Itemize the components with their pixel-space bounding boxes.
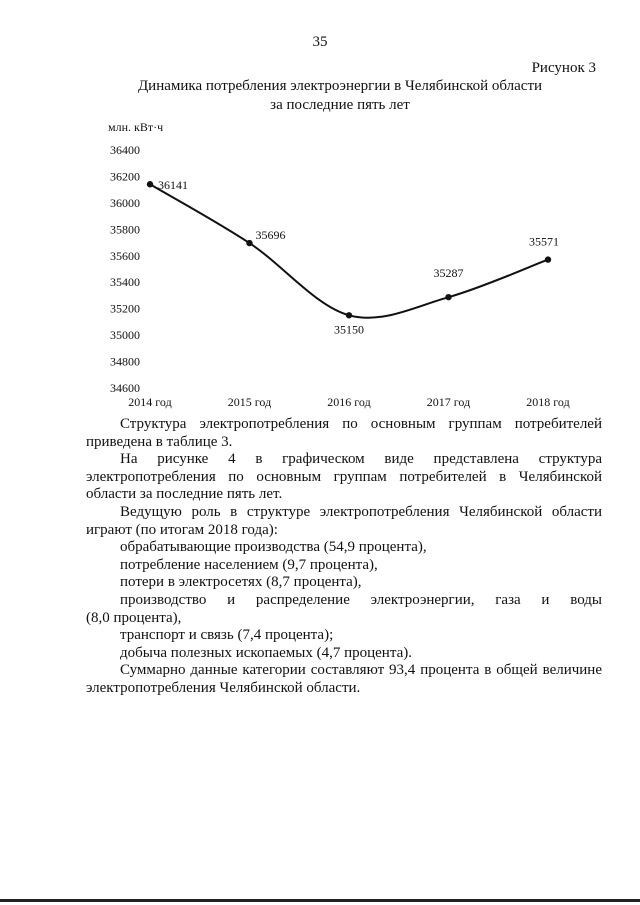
- paragraph-line: электропотребления Челябинской области.: [86, 679, 361, 696]
- data-points: [147, 181, 551, 318]
- list-item: транспорт и связь (7,4 процента);: [120, 627, 334, 644]
- paragraph-line: Ведущую роль в структуре электропотребления Челябинской области: [120, 503, 602, 520]
- y-tick-label: 34600: [110, 381, 140, 395]
- y-tick-label: 34800: [110, 354, 140, 369]
- y-tick-label: 35400: [110, 275, 140, 290]
- list-item: производство и распределение электроэнергии, газа и воды: [120, 591, 602, 608]
- chart-title-line-1: Динамика потребления электроэнергии в Челябинской области: [137, 78, 543, 94]
- page-number: 35: [312, 34, 328, 50]
- paragraph-line: Суммарно данные категории составляют 93,4 процента в общей величине: [120, 662, 602, 679]
- data-point: [445, 294, 451, 300]
- data-point: [246, 240, 252, 246]
- list-item: обрабатывающие производства (54,9 процента),: [120, 539, 427, 556]
- x-tick-label: 2016 год: [327, 395, 371, 409]
- list-item-continuation: (8,0 процента),: [86, 609, 182, 626]
- series-line: [150, 184, 548, 318]
- data-point: [545, 256, 551, 262]
- list-item: добыча полезных ископаемых (4,7 процента).: [120, 644, 412, 661]
- y-tick-label: 35800: [110, 222, 140, 237]
- chart-title-line-2: за последние пять лет: [270, 97, 410, 113]
- bottom-rule: [0, 899, 640, 902]
- data-point: [147, 181, 153, 187]
- data-label: 35696: [255, 228, 286, 243]
- y-tick-label: 36000: [110, 195, 140, 210]
- list-item: потребление населением (9,7 процента),: [120, 556, 378, 573]
- data-point: [346, 312, 352, 318]
- x-tick-label: 2018 год: [526, 395, 570, 409]
- y-tick-label: 35600: [110, 248, 140, 263]
- paragraph-line: электропотребления по основным группам потребителей в Челябинской: [86, 468, 602, 485]
- y-tick-label: 35000: [110, 328, 140, 343]
- y-axis-label: млн. кВт·ч: [108, 120, 164, 134]
- data-label: 35571: [529, 234, 559, 249]
- paragraph-line: На рисунке 4 в графическом виде представлена структура: [120, 451, 602, 468]
- x-tick-label: 2015 год: [227, 395, 272, 409]
- data-label: 35287: [433, 266, 464, 281]
- figure-label: Рисунок 3: [531, 60, 596, 76]
- x-tick-label: 2017 год: [426, 395, 471, 409]
- paragraph-line: Структура электропотребления по основным группам потребителей: [120, 416, 602, 432]
- data-label: 36141: [158, 178, 188, 193]
- data-labels: [158, 178, 559, 336]
- y-tick-label: 36200: [110, 169, 140, 184]
- paragraph-line: области за последние пять лет.: [86, 486, 283, 503]
- paragraph-line: играют (по итогам 2018 года):: [86, 521, 278, 538]
- line-chart: [0, 0, 640, 415]
- data-label: 35150: [334, 322, 364, 337]
- x-tick-label: 2014 год: [128, 395, 172, 409]
- y-axis-ticks: [110, 143, 140, 395]
- y-tick-label: 36400: [110, 143, 140, 157]
- list-item: потери в электросетях (8,7 процента),: [120, 574, 362, 591]
- x-axis-ticks: [128, 395, 569, 409]
- body-text: [86, 416, 602, 698]
- y-tick-label: 35200: [110, 301, 140, 316]
- paragraph-line: приведена в таблице 3.: [86, 433, 233, 450]
